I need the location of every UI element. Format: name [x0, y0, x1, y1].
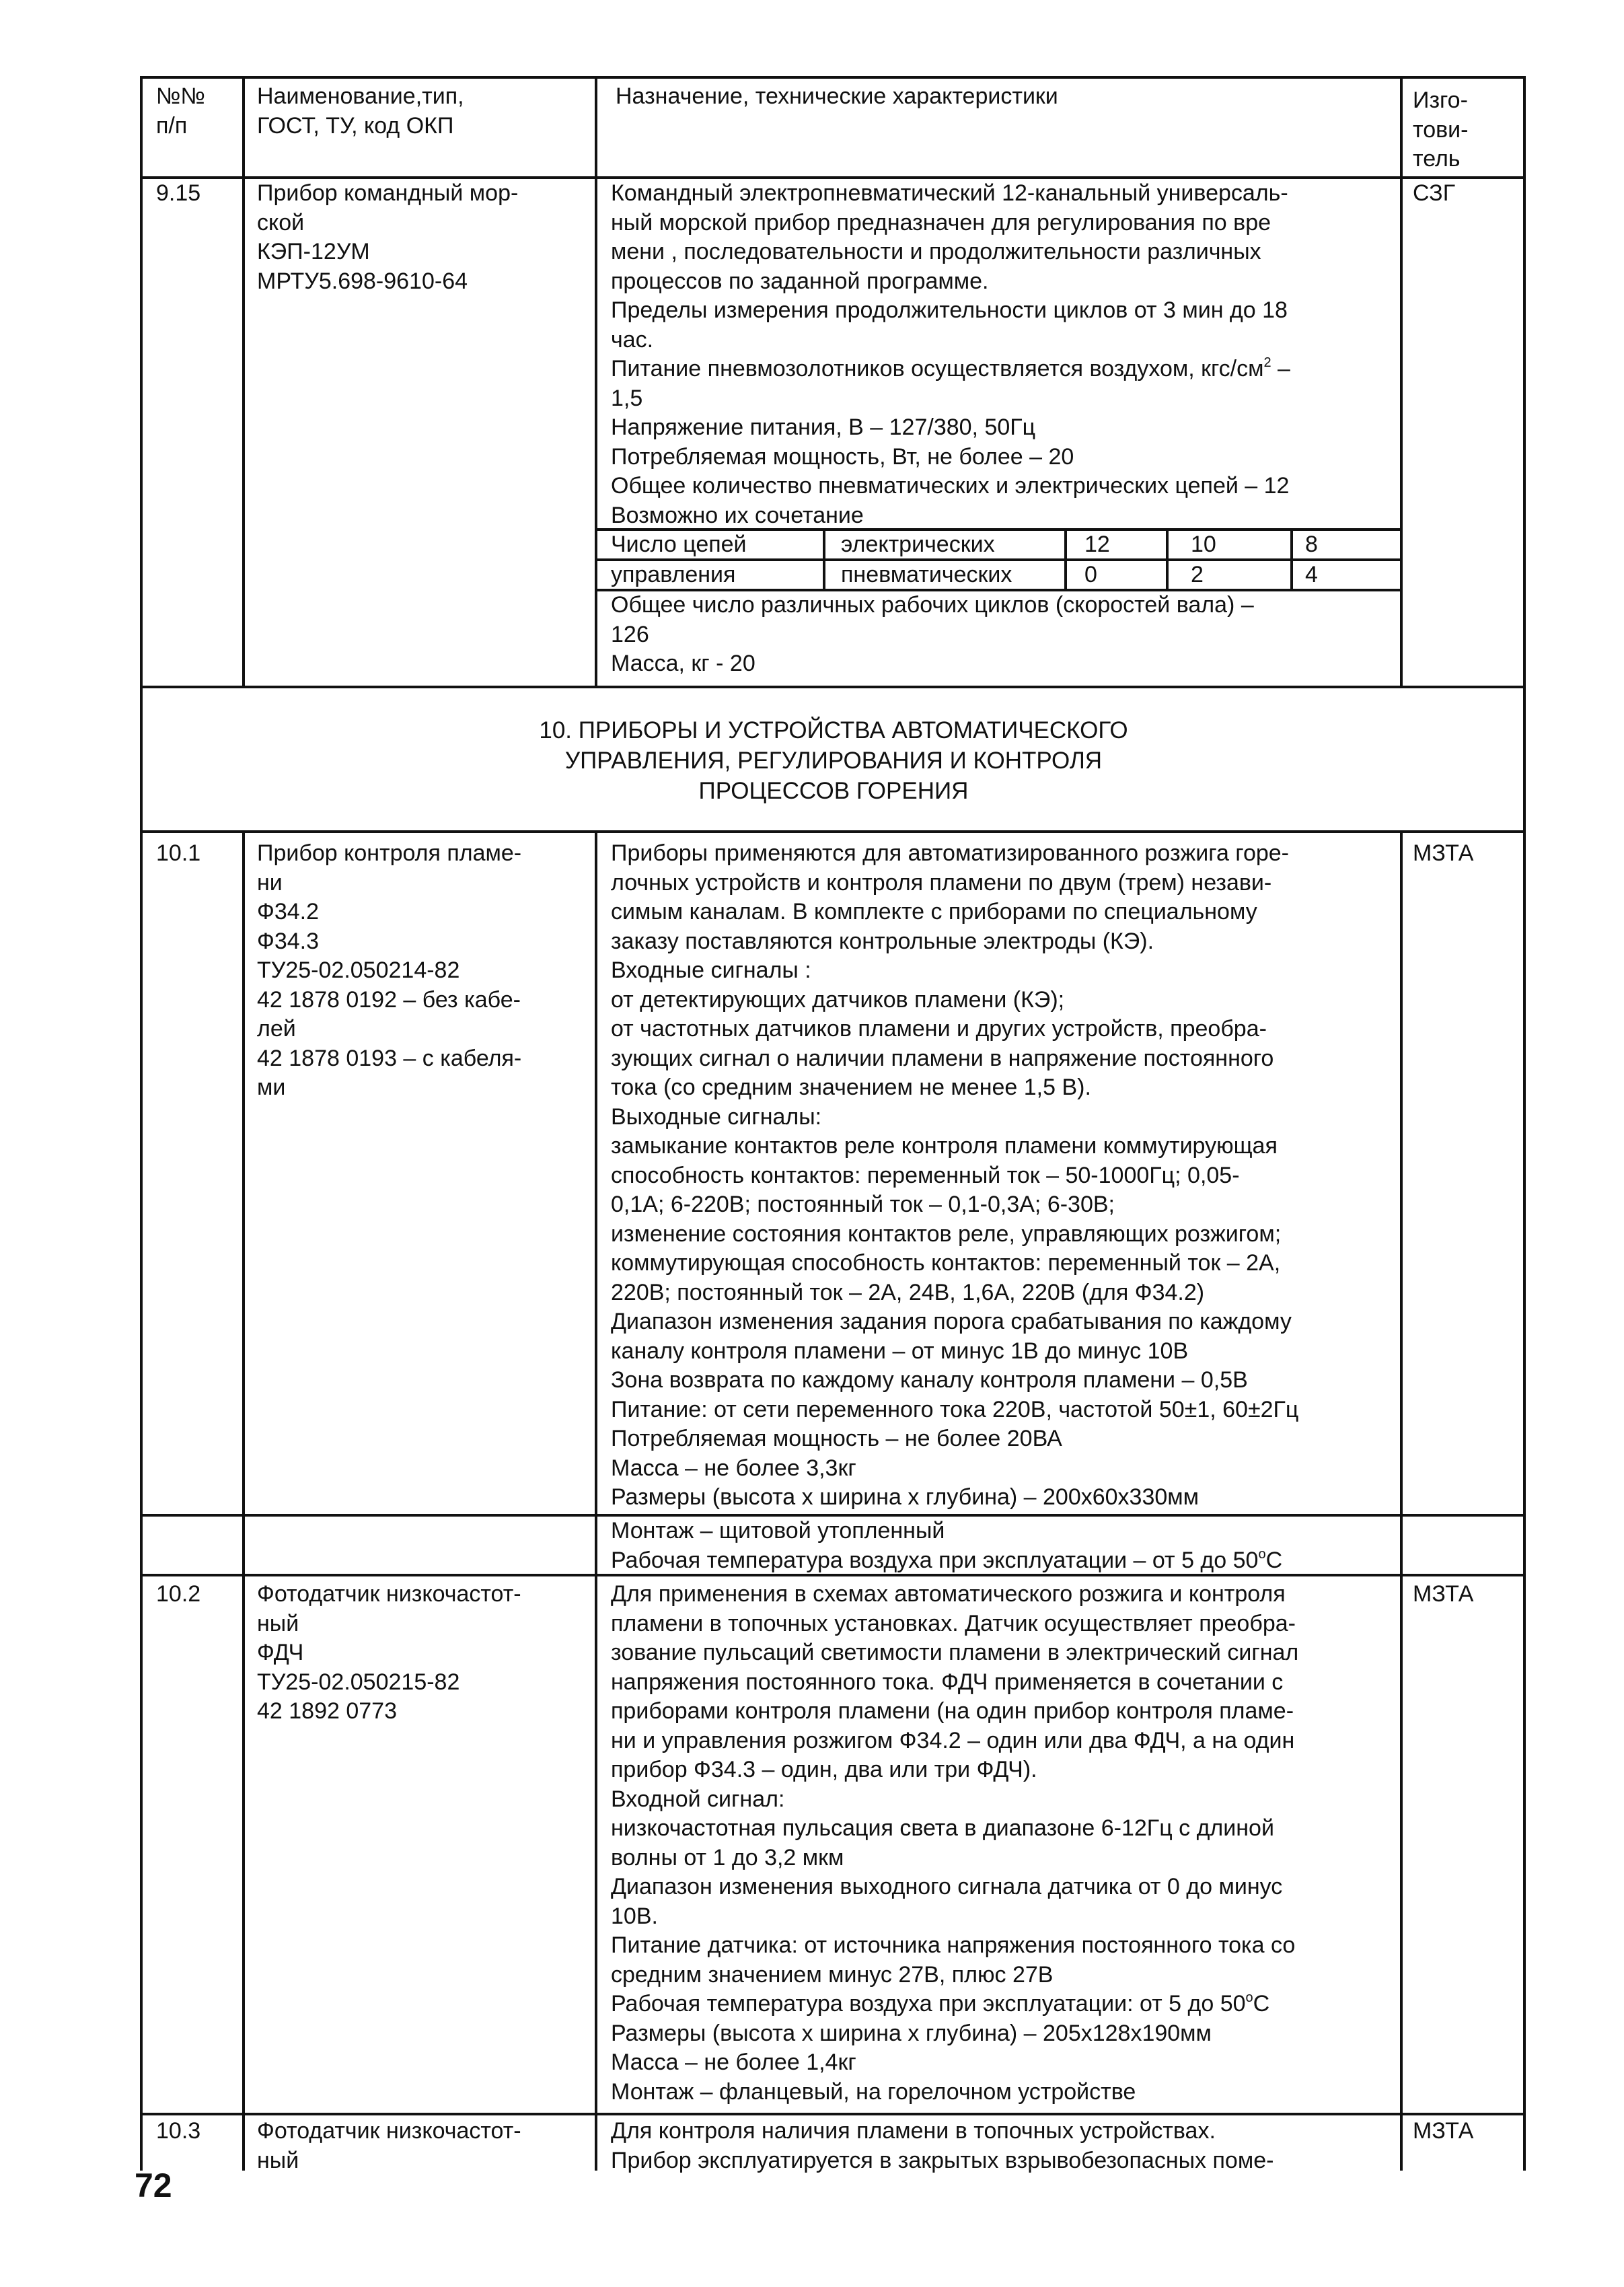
subtable-cell: 0: [1084, 562, 1097, 587]
col-sep-1b: [242, 833, 245, 2171]
header-maker: Изго- тови- тель: [1413, 87, 1469, 172]
subtable-cell: 8: [1305, 532, 1318, 557]
border-right: [1523, 76, 1526, 2171]
row-name: Прибор командный мор- ской КЭП-12УМ МРТУ5.698-9610-64: [257, 180, 519, 294]
top-border: [140, 76, 1526, 79]
row-num: 9.15: [156, 180, 201, 206]
row-num: 10.3: [156, 2118, 201, 2144]
subtable-col-2: [1064, 528, 1067, 591]
header-desc: Назначение, технические характеристики: [616, 83, 1058, 109]
row-maker: МЗТА: [1413, 1581, 1474, 1607]
row-description-continued: Монтаж – щитовой утопленный Рабочая температура воздуха при эксплуатации – от 5 до $50^оС$: [611, 1517, 1282, 1575]
power-air-line: Питание пневмозолотников осуществляется воздухом, кгс/$см^2$ –: [611, 355, 1290, 382]
header-num: №№ п/п: [156, 83, 205, 139]
subtable-col-3: [1166, 528, 1169, 591]
row-num: 10.2: [156, 1581, 201, 1607]
subtable-cell: 4: [1305, 562, 1318, 587]
row-name: Прибор контроля пламе- ни Ф34.2 Ф34.3 ТУ25-02.050214-82 42 1878 0192 – без кабе- лей 42 1878 0193 – с кабеля- ми: [257, 840, 522, 1100]
row-maker: МЗТА: [1413, 840, 1474, 866]
row-description-tail: Общее число различных рабочих циклов (скоростей вала) – 126 Масса, кг - 20: [611, 592, 1254, 676]
subtable-label-2: управления: [611, 562, 736, 587]
subtable-label-1: Число цепей: [611, 532, 747, 557]
row-10-2-bottom: [140, 2113, 1526, 2115]
subtable-type-2: пневматических: [841, 562, 1012, 587]
border-left: [140, 76, 143, 2171]
row-description: Командный электропневматический 12-канальный универсаль- ный морской прибор предназначен для регулирования по вре мени , последовательности и продолжительности различных процессов по заданной программе. Пределы измерения продолжительности циклов от 3 мин до 18 час. Питание пневмозолотников осуществляется воздухом, кгс/$см^2$ – 1,5 Напряжение питания, В – 127/380, 50Гц Потребляемая мощность, Вт, не более – 20 Общее количество пневматических и электрических цепей – 12 Возможно их сочетание: [611, 180, 1290, 528]
row-description: Для применения в схемах автоматического розжига и контроля пламени в топочных установках. Датчик осуществляет преобра- зование пульсаций светимости пламени в электрический сигнал напряжения постоянного тока. ФДЧ применяется в сочетании с приборами контроля пламени (на один прибор контроля пламе- ни и управления розжигом Ф34.2 – один или два ФДЧ, а на один прибор Ф34.3 – один, два или три ФДЧ). Входной сигнал: низкочастотная пульсация света в диапазоне 6-12Гц с длиной волны от 1 до 3,2 мкм Диапазон изменения выходного сигнала датчика от 0 до минус 10В. Питание датчика: от источника напряжения постоянного тока со средним значением минус 27В, плюс 27В Рабочая температура воздуха при эксплуатации: от 5 до $50^оС$ Размеры (высота х ширина х глубина) – 205х128х190мм Масса – не более 1,4кг Монтаж – фланцевый, на горелочном устройстве: [611, 1581, 1299, 2105]
temperature-line: Рабочая температура воздуха при эксплуатации – от 5 до $50^оС$: [611, 1546, 1283, 1573]
row-maker: МЗТА: [1413, 2118, 1474, 2144]
subtable-type-1: электрических: [841, 532, 995, 557]
subtable-cell: 2: [1191, 562, 1204, 587]
row-description: Приборы применяются для автоматизированного розжига горе- лочных устройств и контроля пламени по двум (трем) незави- симым каналам. В комплекте с приборами по специальному заказу поставляются контрольные электроды (КЭ). Входные сигналы : от детектирующих датчиков пламени (КЭ); от частотных датчиков пламени и других устройств, преобра- зующих сигнал о наличии пламени в напряжение постоянного тока (со средним значением не менее 1,5 В). Выходные сигналы: замыкание контактов реле контроля пламени коммутирующая способность контактов: переменный ток – 50-1000Гц; 0,05- 0,1А; 6-220В; постоянный ток – 0,1-0,3А; 6-30В; изменение состояния контактов реле, управляющих розжигом; коммутирующая способность контактов: переменный ток – 2А, 220В; постоянный ток – 2А, 24В, 1,6А, 220В (для Ф34.2) Диапазон изменения задания порога срабатывания по каждому каналу контроля пламени – от минус 1В до минус 10В Зона возврата по каждому каналу контроля пламени – 0,5В Питание: от сети переменного тока 220В, частотой 50±1, 60±2Гц Потребляемая мощность – не более 20ВА Масса – не более 3,3кг Размеры (высота х ширина х глубина) – 200х60х330мм: [611, 840, 1299, 1510]
header-name: Наименование,тип, ГОСТ, ТУ, код ОКП: [257, 83, 464, 139]
section-bottom: [140, 830, 1526, 833]
section-title: 10. ПРИБОРЫ И УСТРОЙСТВА АВТОМАТИЧЕСКОГО УПРАВЛЕНИЯ, РЕГУЛИРОВАНИЯ И КОНТРОЛЯ ПРОЦЕССОВ ГОРЕНИЯ: [539, 717, 1128, 804]
col-sep-1: [242, 76, 245, 688]
col-sep-3: [1400, 76, 1403, 688]
subtable-col-4: [1290, 528, 1293, 591]
row-maker: СЗГ: [1413, 180, 1456, 206]
subtable-cell: 10: [1191, 532, 1216, 557]
row-num: 10.1: [156, 840, 201, 866]
row-9-15-bottom: [140, 686, 1526, 688]
col-sep-2: [595, 76, 597, 688]
row-description: Для контроля наличия пламени в топочных устройствах. Прибор эксплуатируется в закрытых взрывобезопасных поме-: [611, 2118, 1274, 2173]
col-sep-3b: [1400, 833, 1403, 2171]
temperature-line: Рабочая температура воздуха при эксплуатации: от 5 до $50^оС$: [611, 1990, 1270, 2017]
row-name: Фотодатчик низкочастот- ный ФДЧ ТУ25-02.050215-82 42 1892 0773: [257, 1581, 521, 1724]
row-name: Фотодатчик низкочастот- ный: [257, 2118, 521, 2173]
subtable-cell: 12: [1084, 532, 1110, 557]
col-sep-2b: [595, 833, 597, 2171]
page-number: 72: [135, 2167, 172, 2204]
subtable-col-1: [823, 528, 825, 591]
